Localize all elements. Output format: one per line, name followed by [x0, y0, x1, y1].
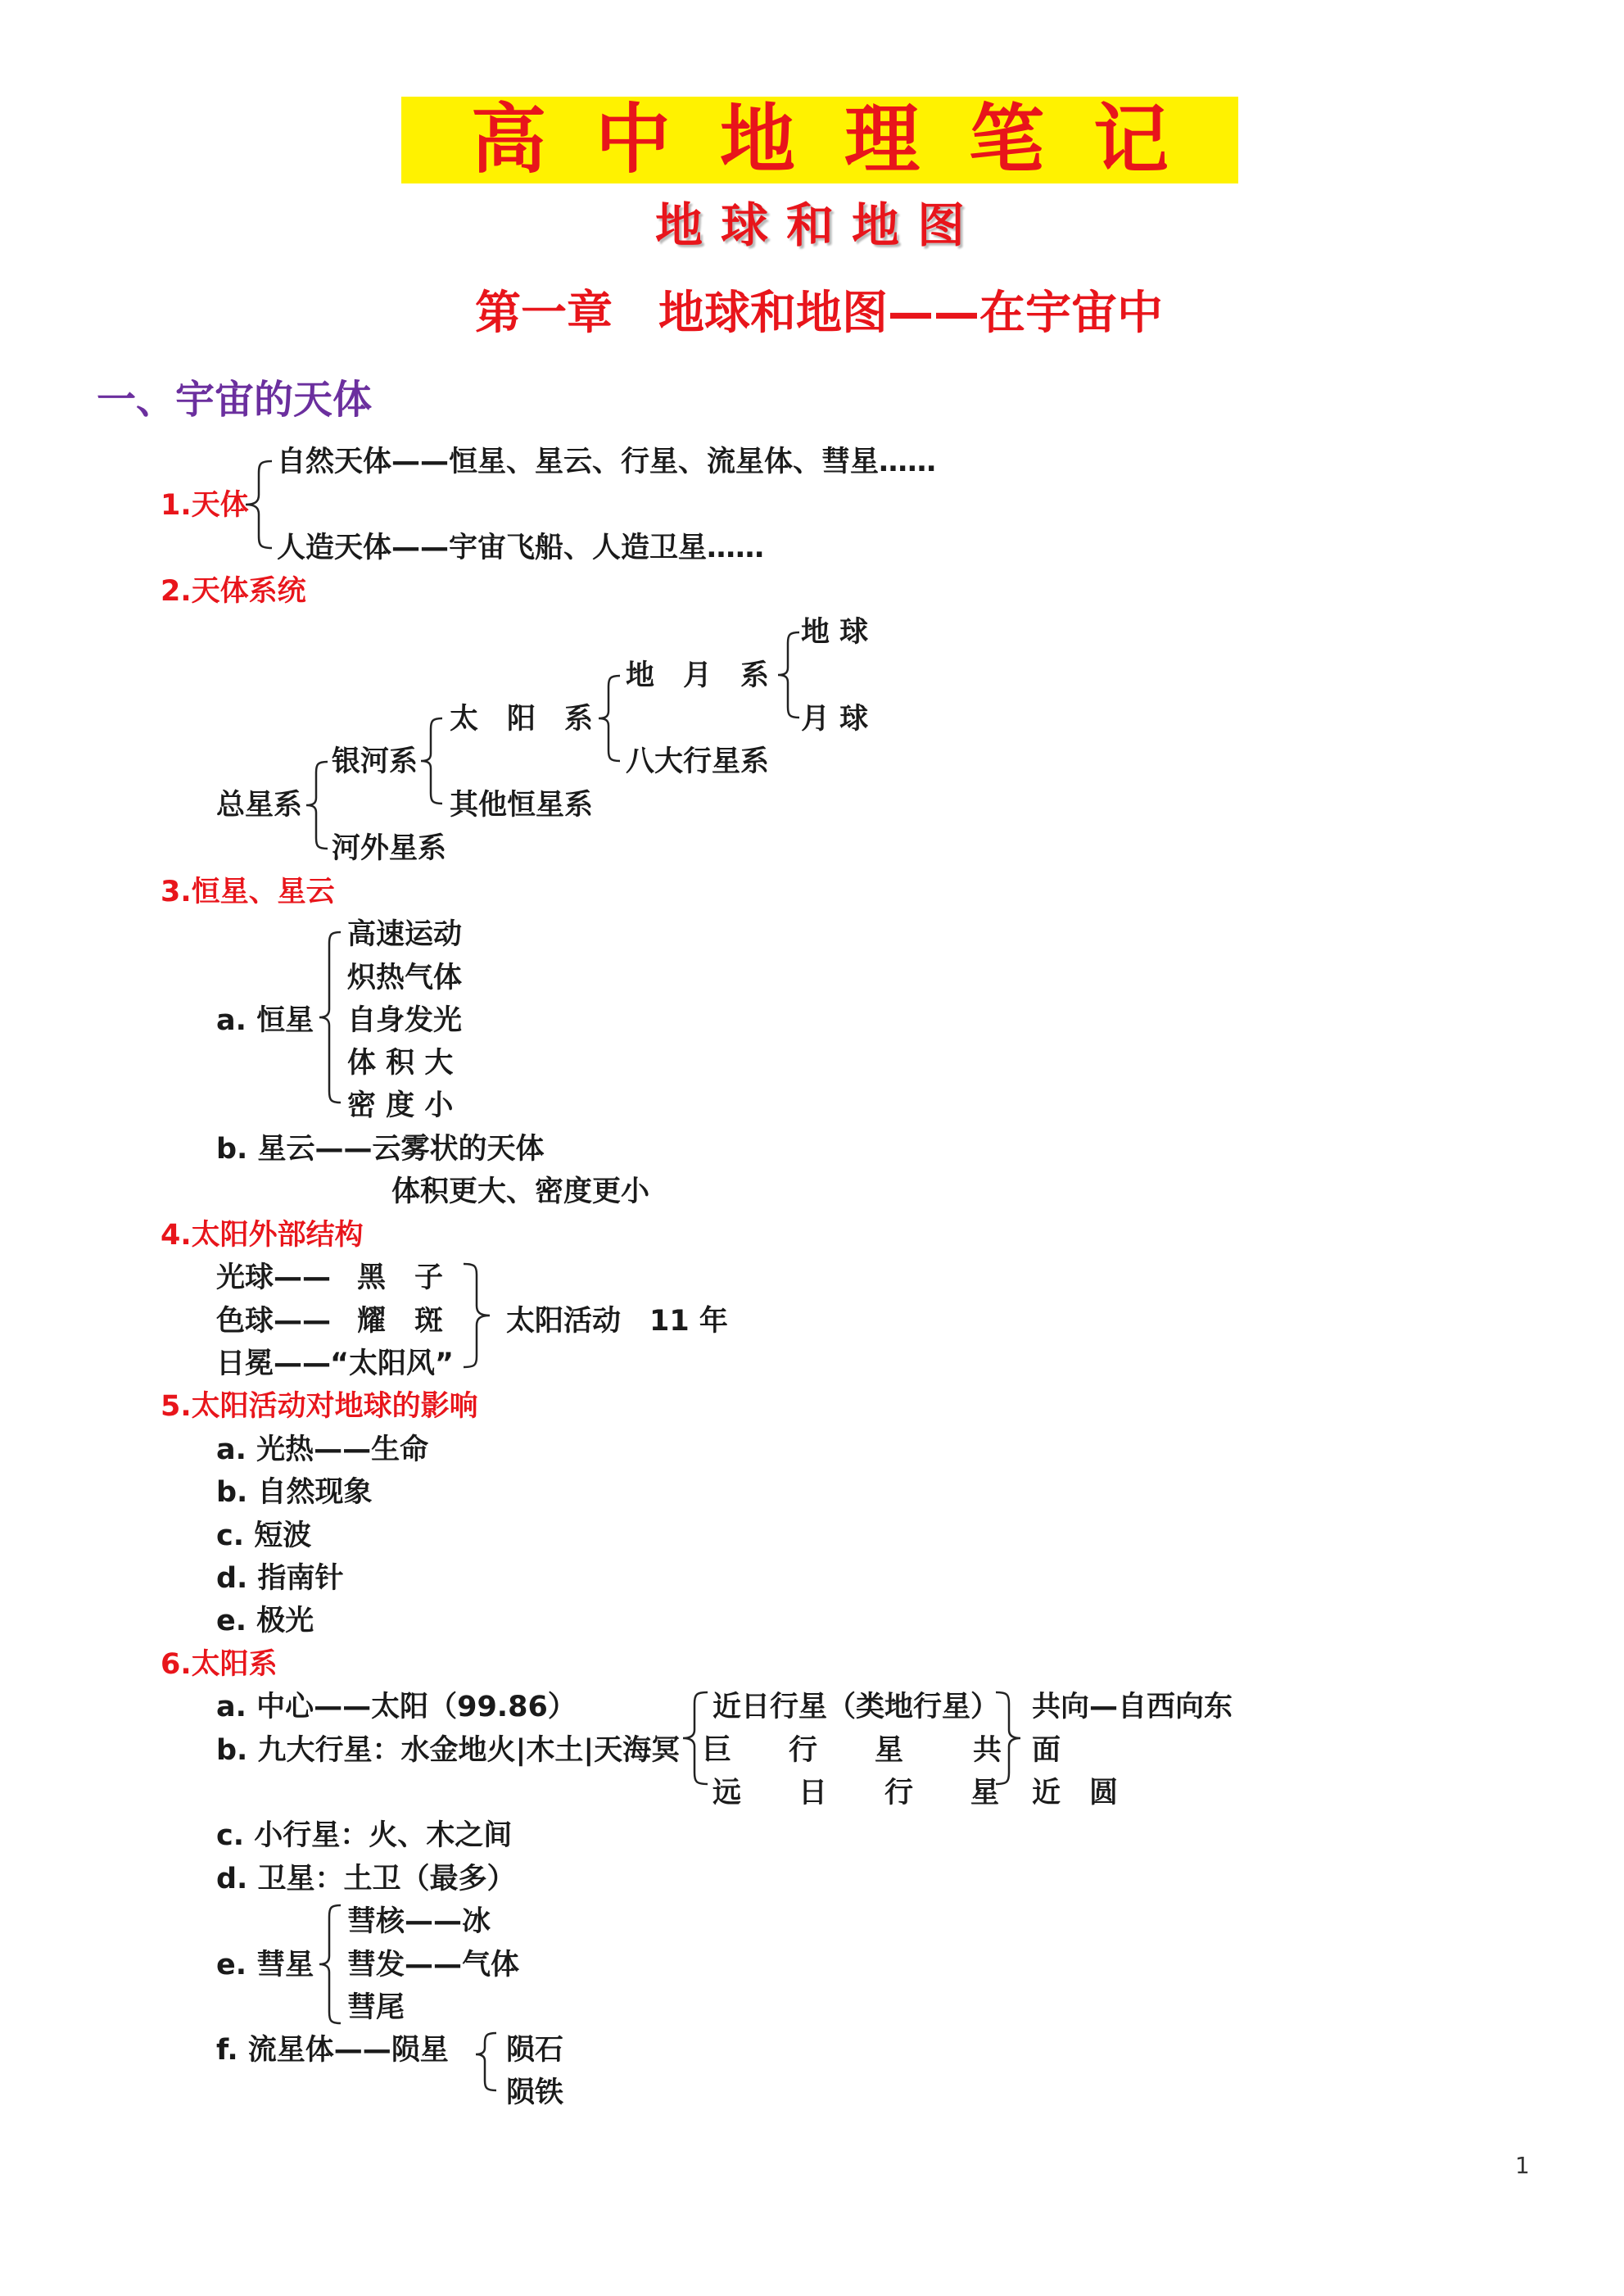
- s2-label: 2.天体系统: [161, 575, 306, 608]
- chapter-heading: 第一章 地球和地图——在宇宙中: [475, 287, 1163, 340]
- s2-earth: 地 球: [801, 616, 869, 649]
- s6-label: 6.太阳系: [161, 1648, 278, 1681]
- s6-common: 共向—自西向东: [1032, 1691, 1233, 1723]
- s6-e-label: e. 彗星: [216, 1949, 314, 1981]
- s6-common: 近 圆: [1032, 1777, 1119, 1809]
- page-title: 高中地理笔记: [470, 95, 1218, 183]
- page-subtitle: 地球和地图: [654, 197, 983, 253]
- s4-label: 4.太阳外部结构: [161, 1219, 364, 1252]
- s6-near: 近日行星（类地行星）: [712, 1691, 1000, 1723]
- s5-item: e. 极光: [216, 1605, 314, 1637]
- s4-row-left: 日冕——: [216, 1347, 332, 1380]
- s3-a-item: 密 度 小: [347, 1089, 454, 1122]
- s3-a-item: 自身发光: [347, 1004, 463, 1037]
- s4-activity: 太阳活动 11 年: [506, 1305, 728, 1338]
- s3-a-item: 炽热气体: [347, 962, 463, 994]
- s3-b-line1: b. 星云——云雾状的天体: [216, 1133, 545, 1166]
- s2-total: 总星系: [216, 789, 303, 822]
- page-number: 1: [1515, 2152, 1530, 2179]
- s4-row-right: 耀 斑: [357, 1305, 444, 1338]
- brace-stars: [319, 932, 341, 1103]
- s4-row-left: 色球——: [216, 1305, 332, 1338]
- s5-item: c. 短波: [216, 1519, 312, 1552]
- s2-galaxy: 银河系: [332, 745, 418, 778]
- s2-earthmoon: 地 月 系: [626, 659, 770, 692]
- s3-a-item: 体 积 大: [347, 1047, 454, 1080]
- s6-f-item: 陨石: [506, 2034, 564, 2067]
- s6-f: f. 流星体——陨星: [216, 2034, 449, 2067]
- brace-earth-moon: [778, 632, 799, 718]
- s3-label: 3.恒星、星云: [161, 876, 335, 908]
- s6-gong: 共: [973, 1734, 1002, 1767]
- brace-solar-system: [599, 676, 620, 761]
- s6-common: 面: [1032, 1734, 1061, 1767]
- brace-comet: [319, 1905, 341, 2023]
- brace-meteorite: [476, 2033, 496, 2090]
- s5-label: 5.太阳活动对地球的影响: [161, 1390, 478, 1423]
- s6-b: b. 九大行星：水金地火|木土|天海冥: [216, 1734, 681, 1767]
- s3-a-label: a. 恒星: [216, 1004, 314, 1037]
- s6-e-item: 彗核——冰: [347, 1905, 491, 1938]
- brace-celestial-bodies: [246, 461, 272, 548]
- s2-eight: 八大行星系: [626, 745, 770, 778]
- s5-item: a. 光热——生命: [216, 1433, 429, 1466]
- s6-d: d. 卫星：土卫（最多）: [216, 1863, 516, 1895]
- s5-item: b. 自然现象: [216, 1476, 373, 1509]
- s3-a-item: 高速运动: [347, 918, 463, 951]
- s6-e-item: 彗发——气体: [347, 1949, 520, 1981]
- brace-milky-way: [421, 718, 442, 804]
- s6-b-mid: 巨 行 星: [703, 1734, 904, 1767]
- s1-artificial: 人造天体——宇宙飞船、人造卫星……: [277, 532, 765, 564]
- s4-row-right: “太阳风”: [330, 1347, 455, 1380]
- s2-otherstars: 其他恒星系: [450, 789, 594, 822]
- s6-a: a. 中心——太阳（99.86）: [216, 1691, 577, 1723]
- s6-c: c. 小行星：火、木之间: [216, 1819, 513, 1852]
- s1-label: 1.天体: [161, 489, 249, 522]
- s6-e-item: 彗尾: [347, 1991, 405, 2024]
- section-heading: 一、宇宙的天体: [97, 377, 373, 423]
- brace-sun-structure: [464, 1264, 490, 1367]
- s4-row-left: 光球——: [216, 1261, 332, 1294]
- s4-row-right: 黑 子: [357, 1261, 444, 1294]
- s1-natural: 自然天体——恒星、星云、行星、流星体、彗星……: [277, 446, 937, 478]
- s2-extragalactic: 河外星系: [332, 832, 447, 865]
- s3-b-line2: 体积更大、密度更小: [391, 1175, 650, 1208]
- s2-moon: 月 球: [801, 703, 869, 736]
- s2-solar: 太 阳 系: [450, 703, 594, 736]
- s6-far: 远 日 行 星: [712, 1777, 1000, 1809]
- brace-total-galaxy: [306, 762, 328, 849]
- s6-f-item: 陨铁: [506, 2076, 564, 2109]
- s5-item: d. 指南针: [216, 1562, 344, 1595]
